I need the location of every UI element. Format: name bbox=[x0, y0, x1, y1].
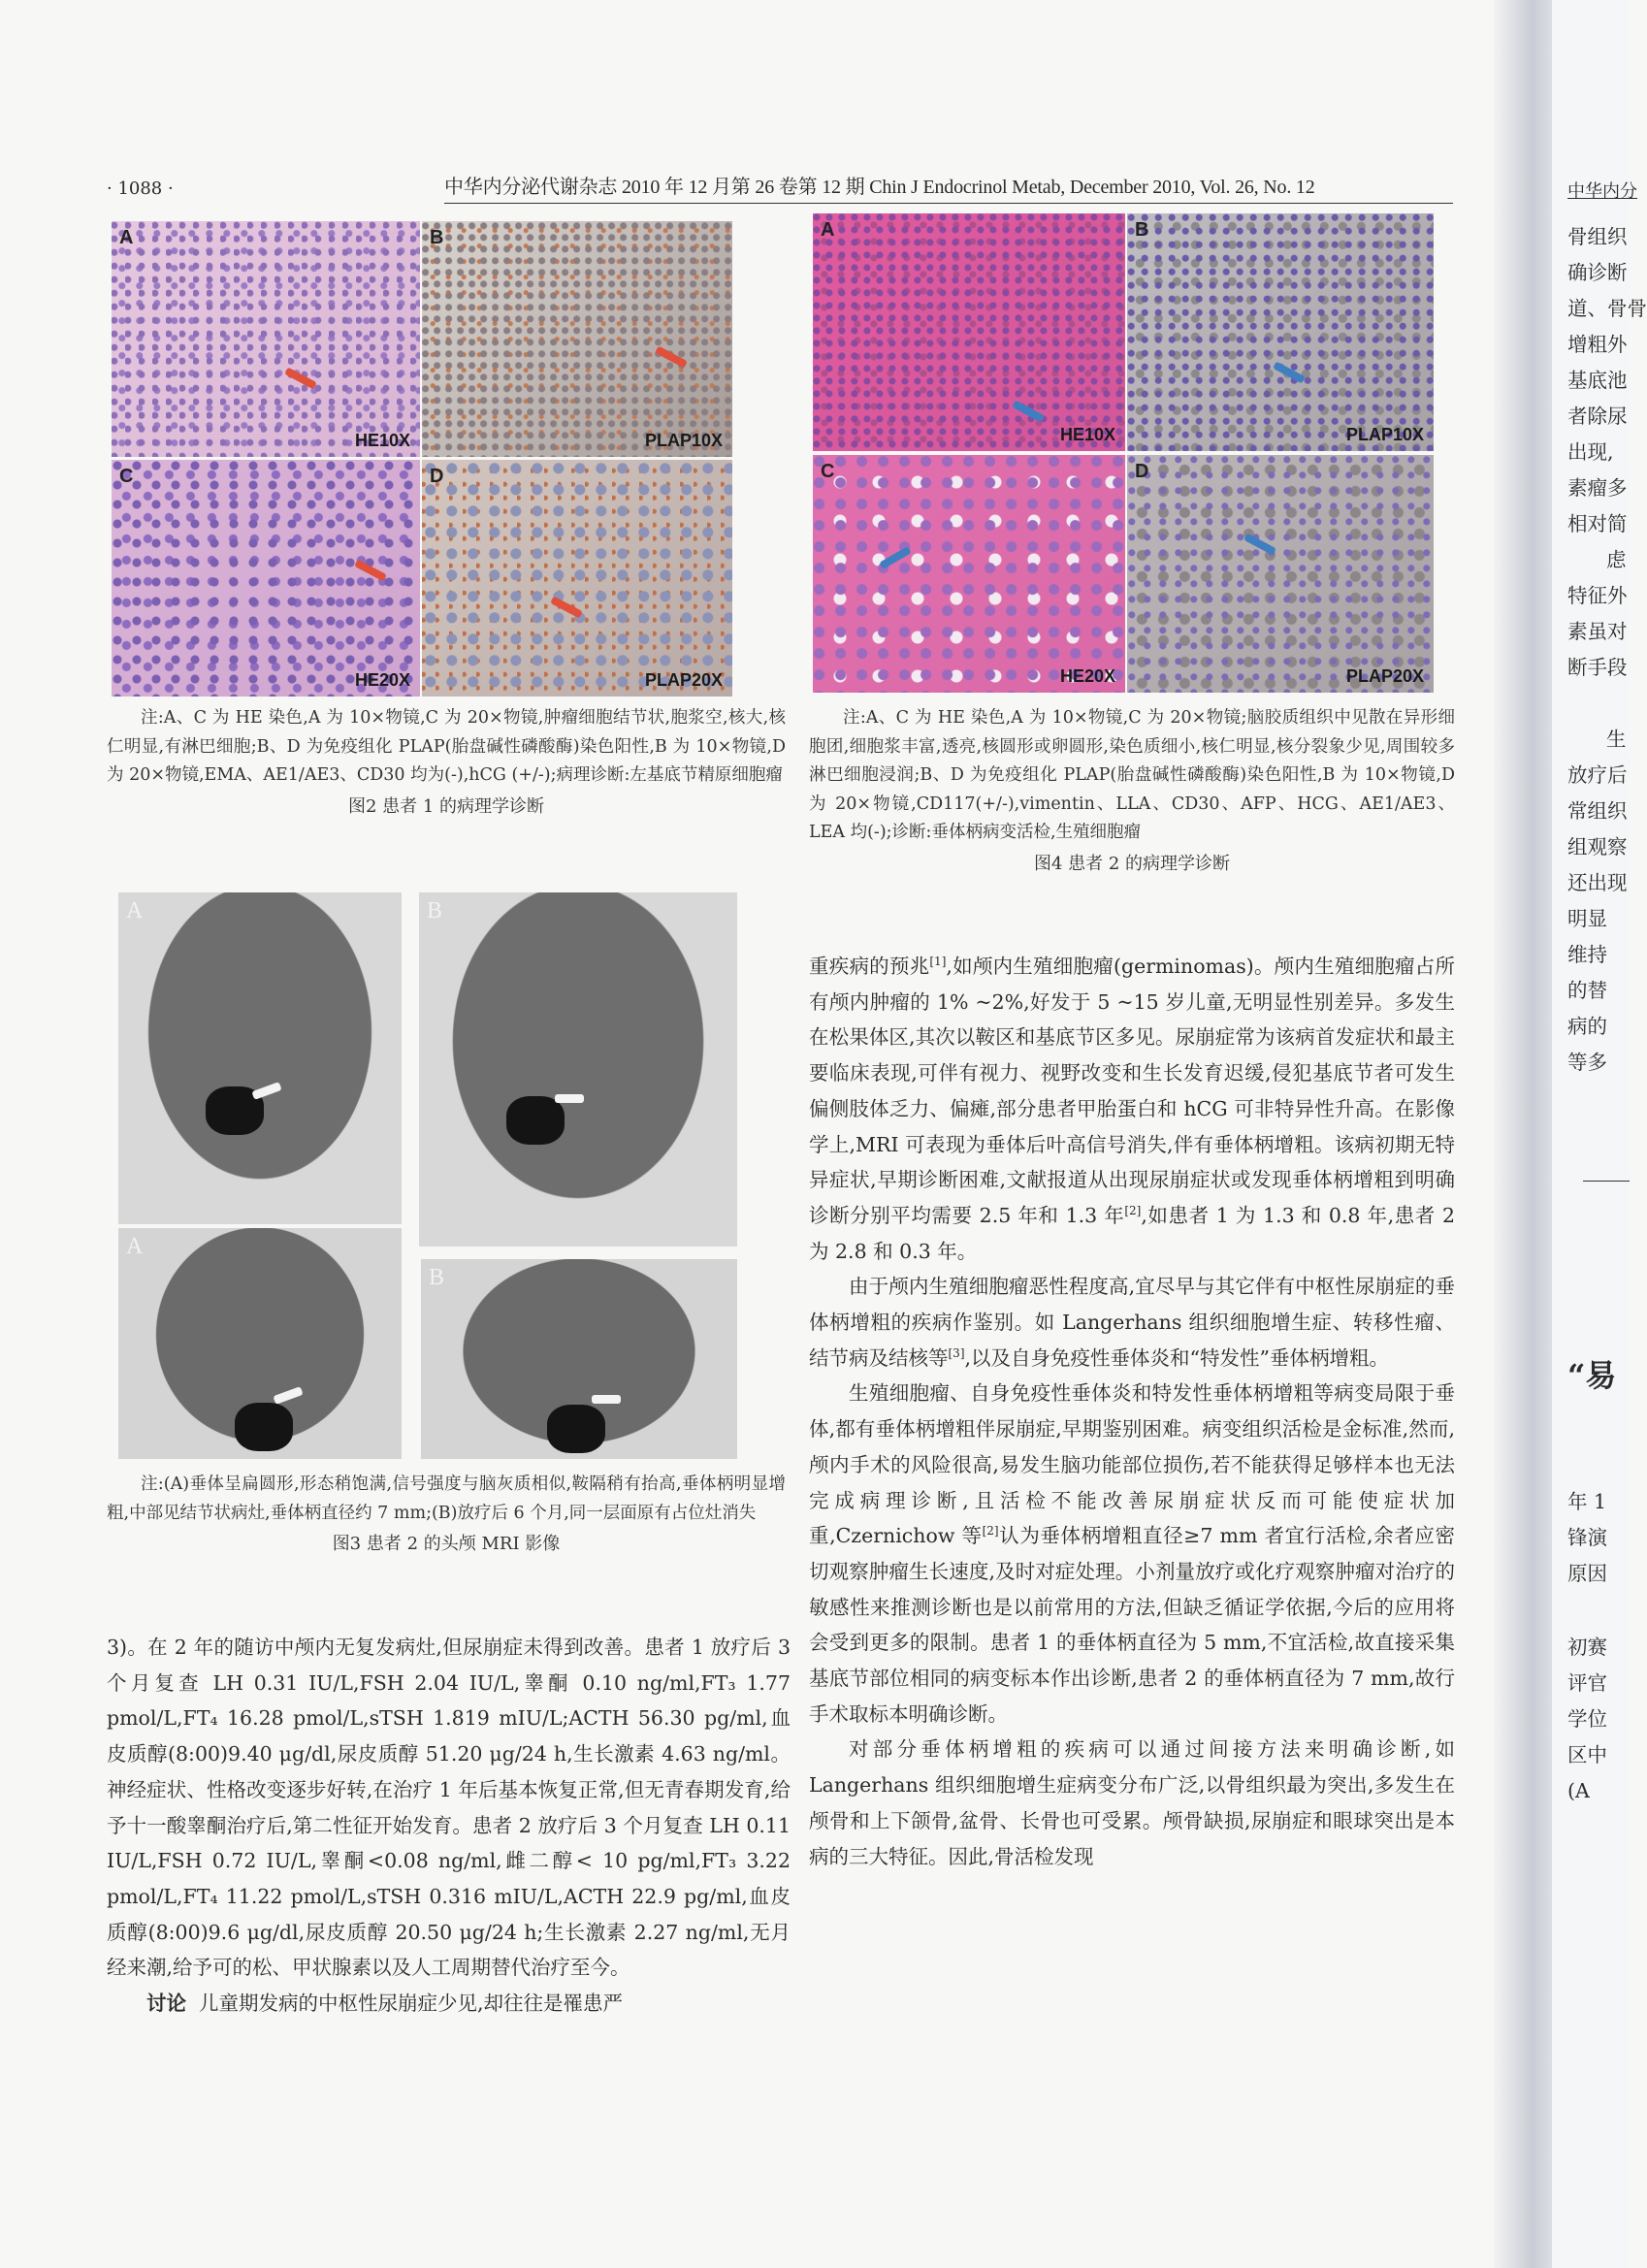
panel-label: D bbox=[1135, 461, 1149, 482]
text-span: ,如颅内生殖细胞瘤(germinomas)。颅内生殖细胞瘤占所有颅内肿瘤的 1% ~2%,好发于 5 ~15 岁儿童,无明显性别差异。多发生在松果体区,其次以鞍区和基底节区多见。尿崩症常为该病首发症状和最主要临床表现,可伴有视力、视野改变和生长发育迟缓,侵犯基底节者可发生偏侧肢体乏力、偏瘫,部分患者甲胎蛋白和 hCG 可非特异性升高。在影像学上,MRI 可表现为垂体后叶高信号消失,伴有垂体柄增粗。该病初期无特异症状,早期诊断困难,文献报道从出现尿崩症状或发现垂体柄增粗到明确诊断分别平均需要 2.5 年和 1.3 年 bbox=[809, 955, 1455, 1227]
magnification-label: HE20X bbox=[1059, 666, 1115, 686]
journal-citation: 中华内分泌代谢杂志 2010 年 12 月第 26 卷第 12 期 Chin J Endocrinol Metab, December 2010, Vol. 26, No. 12 bbox=[444, 171, 1453, 204]
panel-label: A bbox=[126, 1234, 144, 1259]
citation-3[interactable]: [3] bbox=[948, 1345, 965, 1360]
white-arrow-icon bbox=[555, 1094, 584, 1103]
magnification-label: HE10X bbox=[354, 431, 410, 450]
magnification-label: PLAP20X bbox=[1345, 666, 1424, 686]
paragraph-discussion bbox=[107, 1986, 791, 2022]
next-page-line: 增粗外 bbox=[1567, 333, 1628, 356]
next-page-line: 确诊断 bbox=[1567, 261, 1628, 284]
next-page-line: 的替 bbox=[1567, 979, 1607, 1002]
next-page-line: 素虽对 bbox=[1567, 620, 1628, 643]
paragraph-indirect-diagnosis: 对部分垂体柄增粗的疾病可以通过间接方法来明确诊断,如 Langerhans 组织细胞增生症病变分布广泛,以骨组织最为突出,多发生在颅骨和上下颌骨,盆骨、长骨也可受累。颅骨缺损,尿崩症和眼球突出是本病的三大特征。因此,骨活检发现 bbox=[809, 1737, 1455, 1868]
figure-4-note: 注:A、C 为 HE 染色,A 为 10×物镜,C 为 20×物镜;脑胶质组织中见散在异形细胞团,细胞浆丰富,透亮,核圆形或卵圆形,染色质细小,核仁明显,核分裂象少见,周围较多淋巴细胞浸润;B、D 为免疫组化 PLAP(胎盘碱性磷酸酶)染色阳性,B 为 10×物镜,D 为 20×物镜,CD117(+/-),vimentin、LLA、CD30、AFP、HCG、AE1/AE3、LEA 均(-);诊断:垂体柄病变活检,生殖细胞瘤 bbox=[809, 708, 1455, 842]
magnification-label: PLAP20X bbox=[644, 670, 723, 690]
section-divider bbox=[1583, 1181, 1630, 1182]
next-page-line: 明显 bbox=[1567, 907, 1607, 930]
text-span: 认为垂体柄增粗直径≥7 mm 者宜行活检,余者应密切观察肿瘤生长速度,及时对症处理。小剂量放疗或化疗观察肿瘤对治疗的敏感性来推测诊断也是以前常用的方法,但缺乏循证学依据,今后的应用将会受到更多的限制。患者 1 的垂体柄直径为 5 mm,不宜活检,故直接采集基底节部位相同的病变标本作出诊断,患者 2 的垂体柄直径为 7 mm,故行手术取标本明确诊断。 bbox=[809, 1524, 1455, 1726]
paragraph-differential bbox=[809, 1269, 1455, 1376]
figure-4-caption bbox=[809, 704, 1455, 878]
next-page-line: 放疗后 bbox=[1567, 763, 1628, 787]
figure-3-panel-a-coronal bbox=[118, 1228, 402, 1459]
next-page-line: 等多 bbox=[1567, 1051, 1607, 1074]
panel-label: C bbox=[119, 466, 134, 487]
figure-3-note: 注:(A)垂体呈扁圆形,形态稍饱满,信号强度与脑灰质相似,鞍隔稍有抬高,垂体柄明显增粗,中部见结节状病灶,垂体柄直径约 7 mm;(B)放疗后 6 个月,同一层面原有占位灶消失 bbox=[107, 1474, 786, 1523]
figure-3-mri-patient-2 bbox=[118, 892, 759, 1459]
figure-2-caption bbox=[107, 704, 786, 821]
figure-3-panel-b-sagittal bbox=[419, 892, 737, 1247]
next-page-line: 素瘤多 bbox=[1567, 476, 1628, 500]
next-page-line: 初赛 bbox=[1567, 1636, 1607, 1659]
magnification-label: HE10X bbox=[1059, 425, 1115, 444]
figure-2-title: 图2 患者 1 的病理学诊断 bbox=[347, 795, 545, 817]
right-column-text bbox=[809, 949, 1455, 1874]
next-page-line: 生 bbox=[1606, 728, 1627, 751]
figure-4-panel-a bbox=[813, 213, 1125, 451]
figure-2-panel-c bbox=[112, 460, 420, 697]
next-page-line: 学位 bbox=[1567, 1707, 1607, 1731]
figure-3-caption bbox=[107, 1471, 786, 1559]
red-arrow-icon bbox=[655, 345, 688, 368]
red-arrow-icon bbox=[354, 559, 387, 581]
panel-label: A bbox=[126, 898, 144, 923]
next-page-line: 锋演 bbox=[1567, 1526, 1607, 1549]
next-page-line: 虑 bbox=[1606, 548, 1627, 571]
paragraph-germinoma bbox=[809, 949, 1455, 1269]
next-page-header: 中华内分 bbox=[1567, 181, 1637, 202]
text-span: 由于颅内生殖细胞瘤恶性程度高,宜尽早与其它伴有中枢性尿崩症的垂体柄增粗的疾病作鉴别。如 Langerhans 组织细胞增生症、转移性瘤、结节病及结核等 bbox=[809, 1275, 1455, 1370]
blue-arrow-icon bbox=[1243, 533, 1276, 555]
next-page-line: 原因 bbox=[1567, 1562, 1607, 1585]
sphenoid-sinus bbox=[506, 1096, 565, 1145]
discussion-text: 儿童期发病的中枢性尿崩症少见,却往往是罹患严 bbox=[199, 1992, 624, 2016]
running-header bbox=[107, 171, 1465, 204]
figure-2-note: 注:A、C 为 HE 染色,A 为 10×物镜,C 为 20×物镜,肿瘤细胞结节状,胞浆空,核大,核仁明显,有淋巴细胞;B、D 为免疫组化 PLAP(胎盘碱性磷酸酶)染色阳性,B 为 10×物镜,D 为 20×物镜,EMA、AE1/AE3、CD30 均为(-),hCG (+/-);病理诊断:左基底节精原细胞瘤 bbox=[107, 708, 786, 785]
next-page-line: 断手段 bbox=[1567, 656, 1628, 679]
paragraph-biopsy bbox=[809, 1376, 1455, 1732]
figure-4-panel-b bbox=[1127, 213, 1434, 451]
figure-3-panel-a-sagittal bbox=[118, 892, 402, 1224]
next-page-line: 常组织 bbox=[1567, 799, 1628, 823]
figure-4-pathology-patient-2 bbox=[813, 213, 1434, 693]
next-page-line: 评官 bbox=[1567, 1671, 1607, 1695]
panel-label: D bbox=[430, 466, 444, 487]
next-page-line: 骨组织 bbox=[1567, 225, 1628, 248]
panel-label: B bbox=[430, 227, 444, 248]
next-page-line: 特征外 bbox=[1567, 584, 1628, 607]
white-arrow-icon bbox=[592, 1395, 621, 1404]
next-page-line: 道、骨骨 bbox=[1567, 297, 1647, 320]
panel-label: C bbox=[821, 461, 835, 482]
next-page-line: 病的 bbox=[1567, 1015, 1607, 1038]
text-span: 重疾病的预兆 bbox=[809, 955, 930, 978]
next-page-line: 基底池 bbox=[1567, 369, 1628, 392]
next-page-line: 区中 bbox=[1567, 1743, 1607, 1766]
figure-4-title: 图4 患者 2 的病理学诊断 bbox=[1033, 853, 1231, 874]
panel-label: B bbox=[429, 1265, 445, 1290]
red-arrow-icon bbox=[284, 367, 317, 389]
next-page-line: 出现, bbox=[1567, 440, 1614, 464]
blue-arrow-icon bbox=[1273, 361, 1306, 383]
citation-2[interactable]: [2] bbox=[982, 1524, 999, 1539]
next-page-line: 相对简 bbox=[1567, 512, 1628, 535]
red-arrow-icon bbox=[550, 596, 583, 618]
citation-1[interactable]: [1] bbox=[929, 955, 947, 969]
figure-2-pathology-patient-1 bbox=[112, 221, 723, 697]
sphenoid-sinus bbox=[235, 1403, 293, 1451]
figure-3-title: 图3 患者 2 的头颅 MRI 影像 bbox=[332, 1534, 561, 1554]
figure-2-panel-b bbox=[422, 221, 732, 457]
next-page-line: 组观察 bbox=[1567, 835, 1628, 859]
figure-2-panel-d bbox=[422, 460, 732, 697]
next-article-title-fragment: “易 bbox=[1567, 1357, 1617, 1394]
discussion-heading: 讨论 bbox=[146, 1992, 186, 2016]
page-number: · 1088 · bbox=[107, 178, 174, 199]
next-page-line: 维持 bbox=[1567, 943, 1607, 966]
next-page-line: 年 1 bbox=[1567, 1490, 1607, 1513]
left-column-text bbox=[107, 1630, 791, 2022]
next-page-line: 还出现 bbox=[1567, 871, 1628, 894]
figure-2-panel-a bbox=[112, 221, 420, 457]
figure-4-panel-c bbox=[813, 455, 1125, 693]
sphenoid-sinus bbox=[547, 1405, 605, 1453]
panel-label: B bbox=[1135, 219, 1149, 241]
white-arrow-icon bbox=[273, 1386, 303, 1405]
figure-4-panel-d bbox=[1127, 455, 1434, 693]
magnification-label: PLAP10X bbox=[644, 431, 723, 450]
white-arrow-icon bbox=[251, 1082, 281, 1100]
blue-arrow-icon bbox=[879, 546, 911, 569]
figure-3-panel-b-coronal bbox=[421, 1259, 737, 1459]
magnification-label: HE20X bbox=[354, 670, 410, 690]
blue-arrow-icon bbox=[1012, 400, 1045, 422]
next-page-line: 者除尿 bbox=[1567, 405, 1628, 428]
paragraph-followup: 3)。在 2 年的随访中颅内无复发病灶,但尿崩症未得到改善。患者 1 放疗后 3 个月复查 LH 0.31 IU/L,FSH 2.04 IU/L,睾酮 0.10 ng/ml,FT₃ 1.77 pmol/L,FT₄ 16.28 pmol/L,sTSH 1.819 mIU/L;ACTH 56.30 pg/ml,血皮质醇(8:00)9.40 μg/dl,尿皮质醇 51.20 μg/24 h,生长激素 4.63 ng/ml。神经症状、性格改变逐步好转,在治疗 1 年后基本恢复正常,但无青春期发育,给予十一酸睾酮治疗后,第二性征开始发育。患者 2 放疗后 3 个月复查 LH 0.11 IU/L,FSH 0.72 IU/L,睾酮<0.08 ng/ml,雌二醇< 10 pg/ml,FT₃ 3.22 pmol/L,FT₄ 11.22 pmol/L,sTSH 0.316 mIU/L,ACTH 22.9 pg/ml,血皮质醇(8:00)9.6 μg/dl,尿皮质醇 20.50 μg/24 h;生长激素 2.27 ng/ml,无月经来潮,给予可的松、甲状腺素以及人工周期替代治疗至今。 bbox=[107, 1636, 791, 1980]
text-span: 生殖细胞瘤、自身免疫性垂体炎和特发性垂体柄增粗等病变局限于垂体,都有垂体柄增粗伴尿崩症,早期鉴别困难。病变组织活检是金标准,然而,颅内手术的风险很高,易发生脑功能部位损伤,若不能获得足够样本也无法完成病理诊断,且活检不能改善尿崩症状反而可能使症状加重,Czernichow 等 bbox=[809, 1381, 1455, 1548]
next-page-line: (A bbox=[1567, 1779, 1590, 1802]
panel-label: A bbox=[821, 219, 835, 241]
magnification-label: PLAP10X bbox=[1345, 425, 1424, 444]
panel-label: B bbox=[427, 898, 443, 923]
panel-label: A bbox=[119, 227, 134, 248]
text-span: ,以及自身免疫性垂体炎和“特发性”垂体柄增粗。 bbox=[964, 1345, 1389, 1370]
citation-2[interactable]: [2] bbox=[1124, 1204, 1142, 1218]
text-span: ,如患者 1 为 1.3 和 0.8 年,患者 2 为 2.8 和 0.3 年。 bbox=[809, 1203, 1455, 1263]
